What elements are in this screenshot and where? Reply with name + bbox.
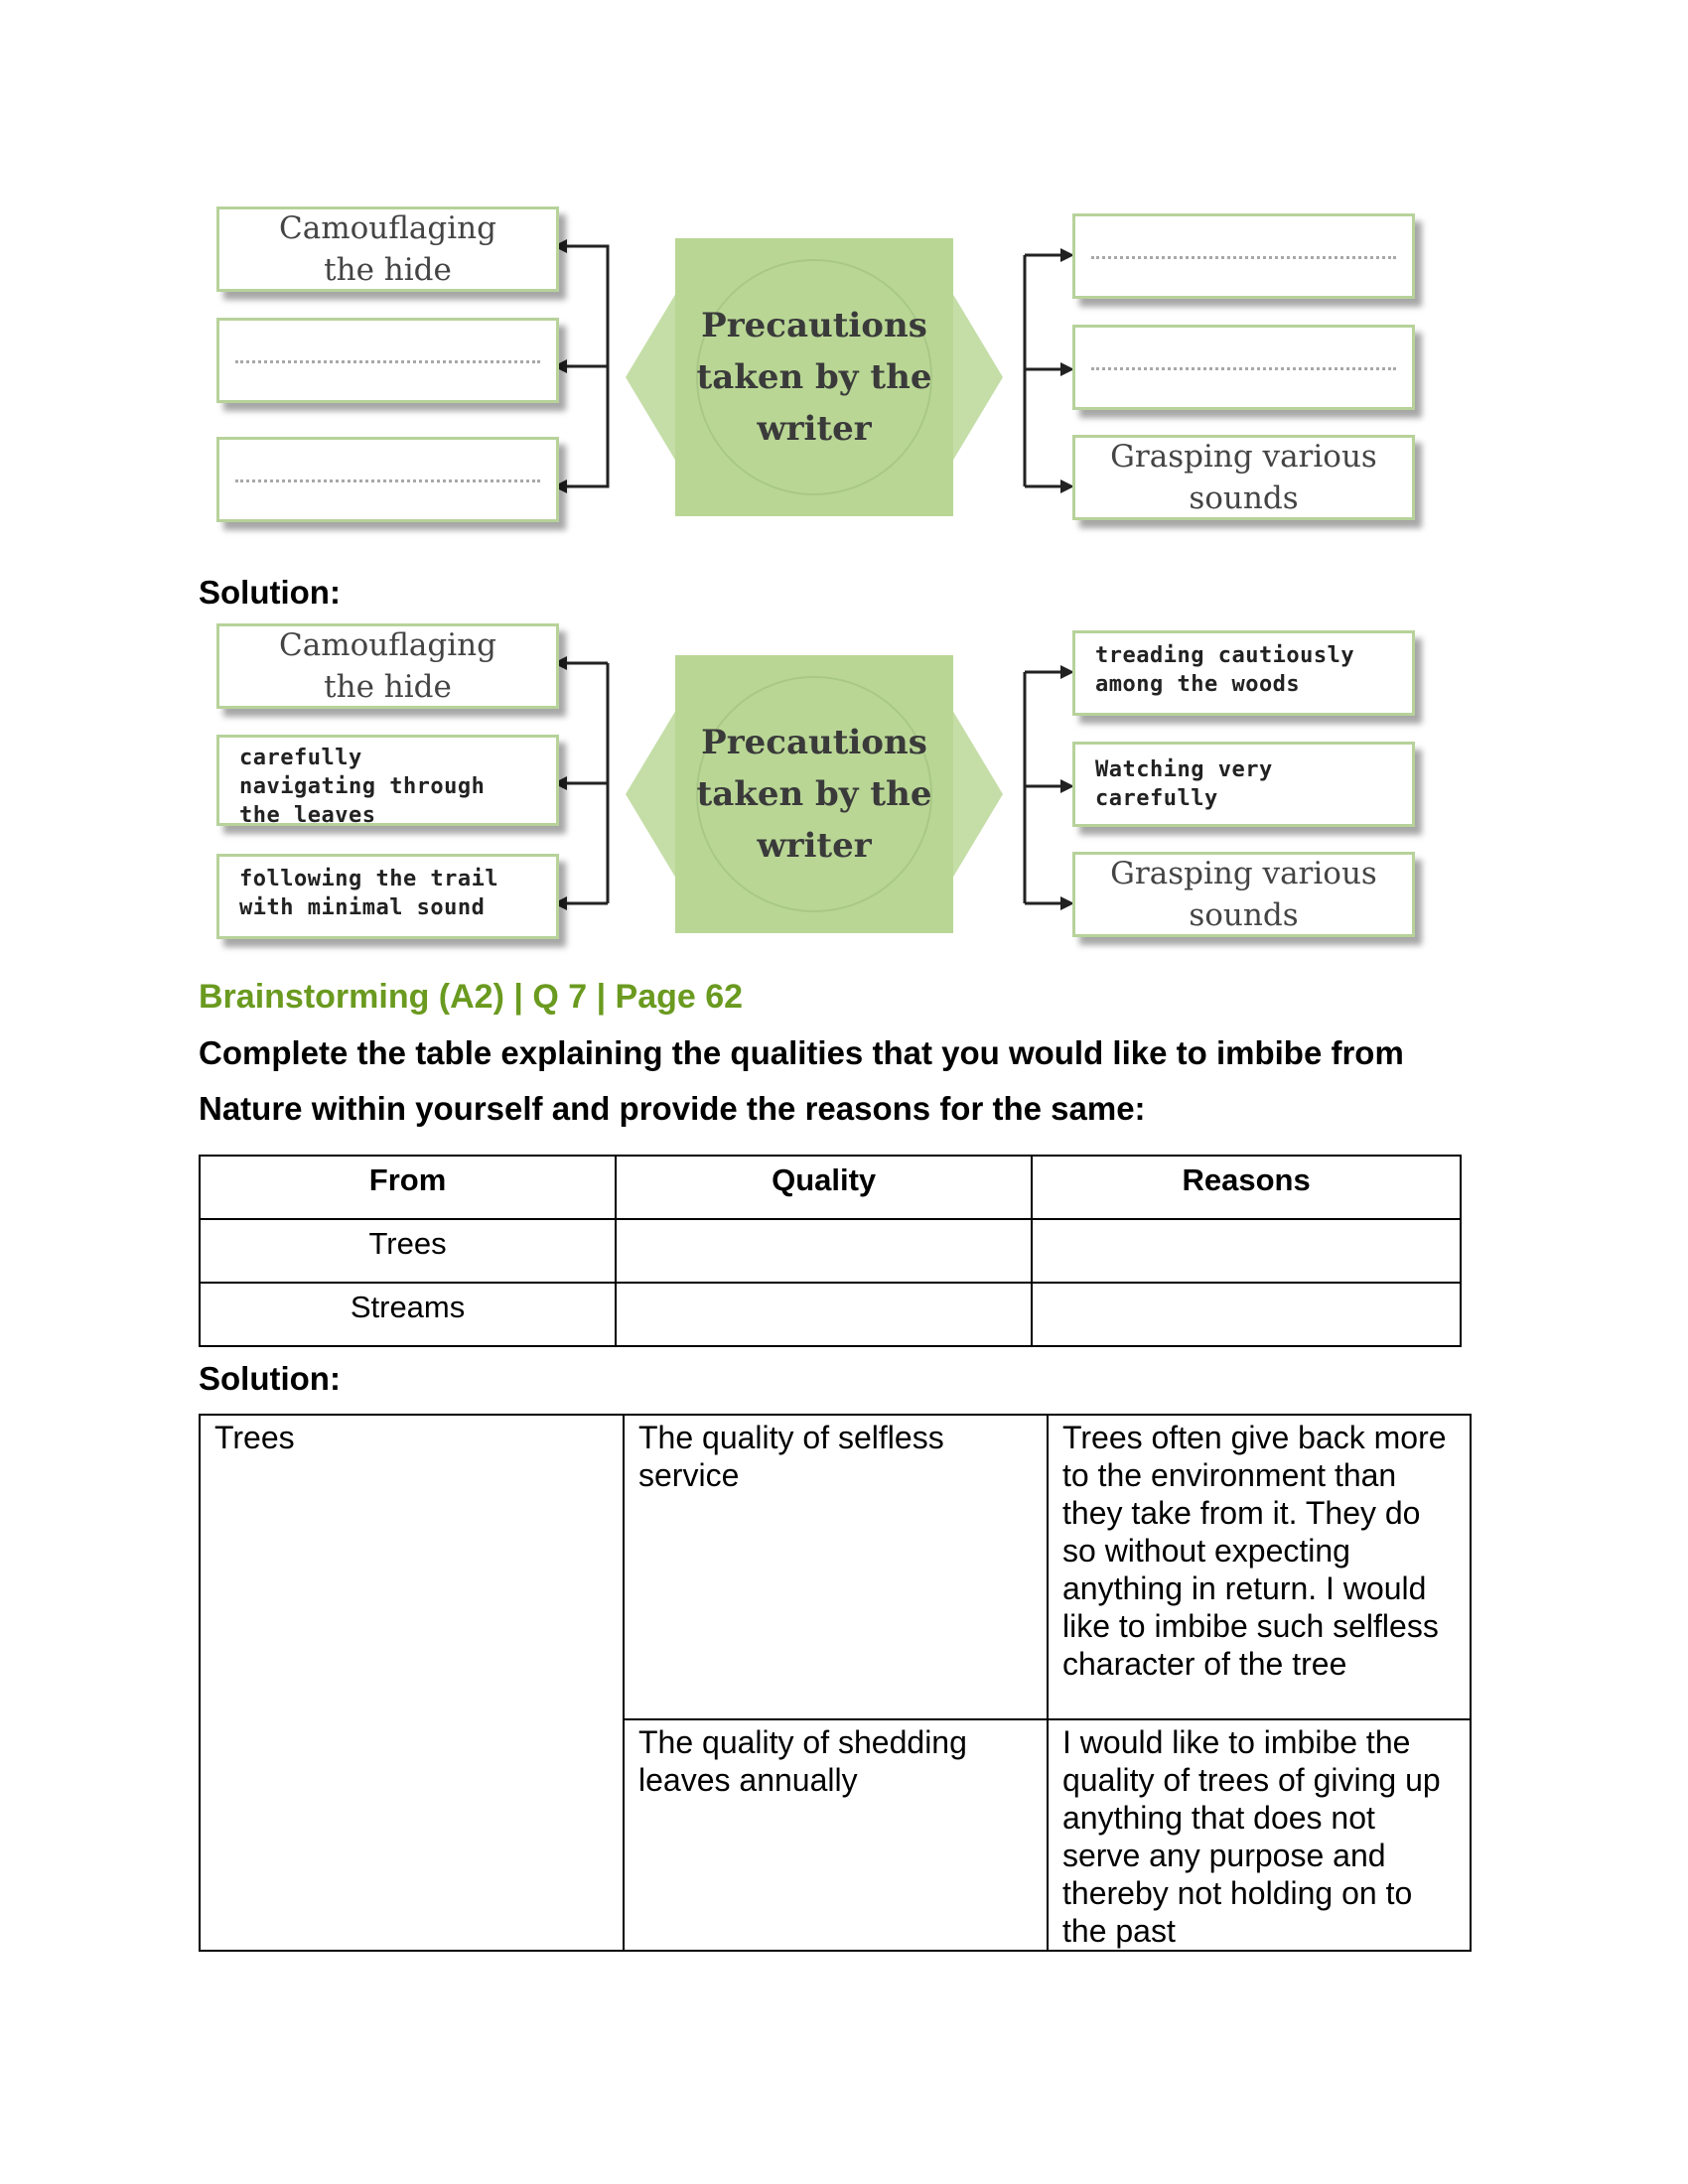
question-table — [199, 1155, 1462, 1347]
left-box-2-line-1: carefully — [239, 746, 362, 770]
solution-label-2: Solution: — [199, 1360, 341, 1397]
right-box-3-line-2: sounds — [1189, 480, 1299, 516]
center-node — [626, 655, 1003, 933]
left-box-1-line-1: Camouflaging — [279, 210, 496, 246]
center-node — [626, 238, 1003, 516]
cell-quality: The quality of shedding leaves annually — [624, 1719, 1048, 1951]
right-box-2-blank[interactable] — [1072, 325, 1415, 410]
precautions-diagram-question — [199, 199, 1430, 556]
cell-quality[interactable] — [616, 1219, 1032, 1283]
header-reasons: Reasons — [1032, 1156, 1461, 1219]
cell-reasons[interactable] — [1032, 1219, 1461, 1283]
left-box-2-line-3: the leaves — [239, 803, 376, 828]
left-box-1-line-1: Camouflaging — [279, 627, 496, 663]
cell-reason: Trees often give back more to the environment than they take from it. They do so without expecting anything in return. I would like to imbibe such selfless character of the tree — [1048, 1415, 1471, 1719]
right-box-3-line-1: Grasping various — [1110, 856, 1377, 891]
right-box-2-line-1: Watching very carefully — [1095, 757, 1273, 811]
right-box-1-blank[interactable] — [1072, 213, 1415, 299]
question-text: Complete the table explaining the qualities that you would like to imbibe from Nature within yourself and provide the reasons for the same: — [199, 1034, 1404, 1127]
left-box-1 — [216, 623, 559, 709]
left-box-1-line-2: the hide — [324, 669, 452, 705]
left-box-3-blank[interactable] — [216, 437, 559, 522]
center-node-text — [626, 300, 1003, 455]
center-line-2: taken by the — [696, 357, 932, 397]
precautions-diagram-solution — [199, 615, 1430, 973]
center-line-1: Precautions — [701, 306, 927, 345]
header-from: From — [200, 1156, 616, 1219]
center-line-2: taken by the — [696, 774, 932, 814]
left-box-3 — [216, 854, 559, 939]
right-box-3-line-2: sounds — [1189, 897, 1299, 933]
center-line-3: writer — [757, 826, 872, 866]
left-box-3-line-2: with minimal sound — [239, 895, 486, 920]
cell-reason: I would like to imbibe the quality of trees of giving up anything that does not serve any purpose and thereby not holding on to the past — [1048, 1719, 1471, 1951]
left-box-2-line-2: navigating through — [239, 774, 486, 799]
cell-quality: The quality of selfless service — [624, 1415, 1048, 1719]
right-box-3 — [1072, 435, 1415, 520]
section-heading: Brainstorming (A2) | Q 7 | Page 62 — [199, 978, 744, 1016]
question-table-header — [200, 1156, 1461, 1219]
solution-table — [199, 1414, 1472, 1952]
cell-from: Trees — [200, 1415, 624, 1951]
center-line-3: writer — [757, 409, 872, 449]
left-box-1 — [216, 206, 559, 292]
right-box-3-line-1: Grasping various — [1110, 439, 1377, 475]
cell-from: Streams — [200, 1283, 616, 1346]
left-box-2 — [216, 735, 559, 826]
right-box-2 — [1072, 742, 1415, 827]
cell-from: Trees — [200, 1219, 616, 1283]
cell-reasons[interactable] — [1032, 1283, 1461, 1346]
table-row — [200, 1283, 1461, 1346]
header-quality: Quality — [616, 1156, 1032, 1219]
left-box-2-blank[interactable] — [216, 318, 559, 403]
right-box-1 — [1072, 630, 1415, 716]
left-box-3-line-1: following the trail — [239, 867, 499, 891]
table-row — [200, 1219, 1461, 1283]
center-line-1: Precautions — [701, 723, 927, 762]
table-row — [200, 1415, 1471, 1719]
right-box-3 — [1072, 852, 1415, 937]
right-box-1-line-1: treading cautiously — [1095, 643, 1355, 668]
left-box-1-line-2: the hide — [324, 252, 452, 288]
right-box-1-line-2: among the woods — [1095, 672, 1301, 697]
center-node-text — [626, 717, 1003, 872]
solution-label-1: Solution: — [199, 574, 341, 611]
cell-quality[interactable] — [616, 1283, 1032, 1346]
